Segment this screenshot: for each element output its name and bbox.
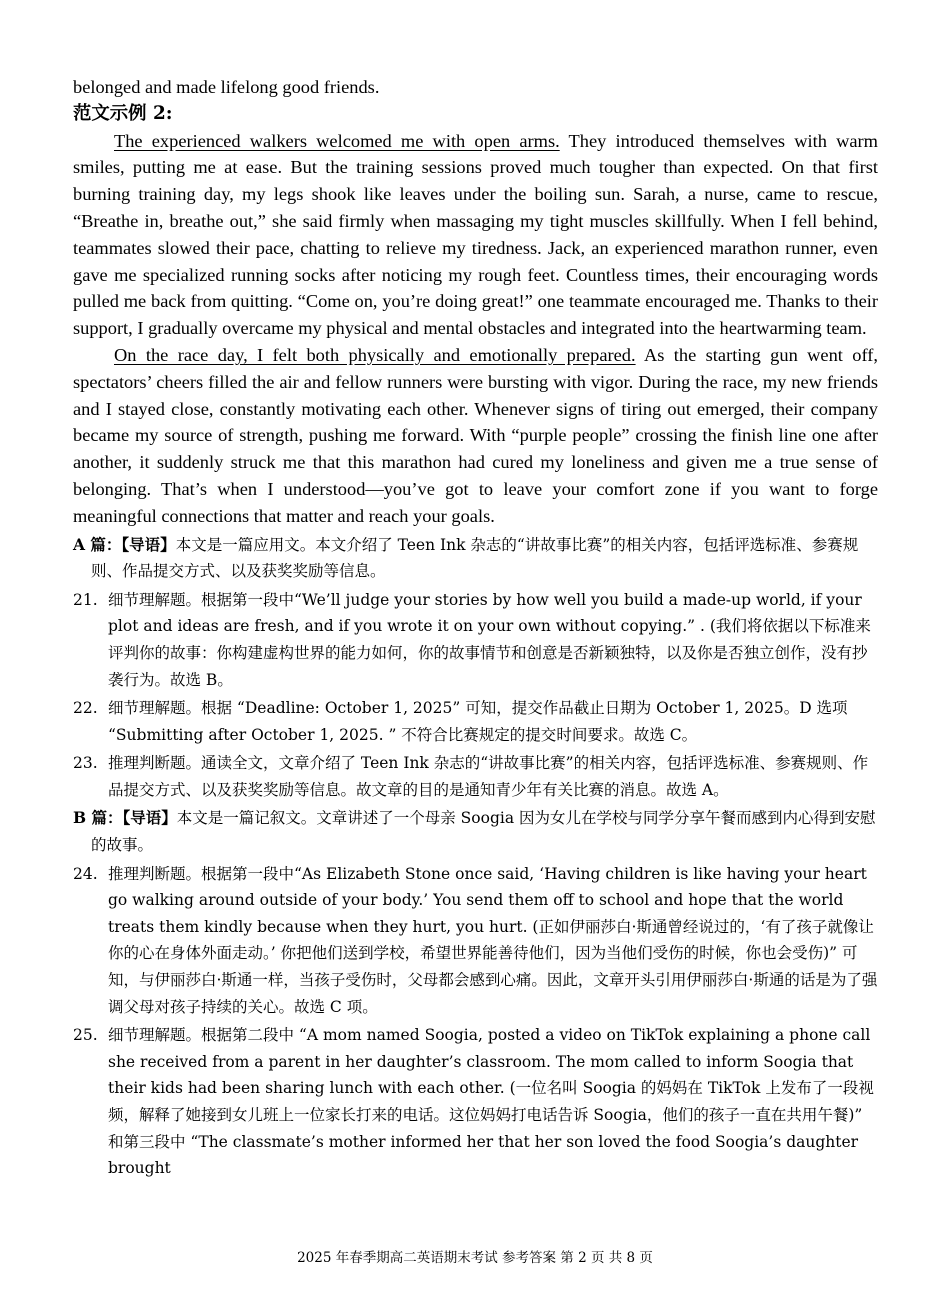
answer-text: 细节理解题。根据 “Deadline: October 1, 2025” 可知，提交作品截止日期为 October 1, 2025。D 选项 “Submitting after October 1, 2025. ” 不符合比赛规定的提交时间要求。故选 C。 xyxy=(108,699,848,744)
answer-text: 细节理解题。根据第二段中 “A mom named Soogia, posted a video on TikTok explaining a phone call she received from a parent in her daughter’s classroom. The mom called to inform Soogia that their kids had been sharing lunch with each other. (一位名叫 Soogia 的妈妈在 TikTok 上发布了一段视频，解释了她接到女儿班上一位家长打来的电话。这位妈妈打电话告诉 Soogia，他们的孩子一直在共用午餐)” 和第三段中 “The classmate’s mother informed her that her son loved the food Soogia’s daughter brought xyxy=(108,1026,874,1178)
essay-p2-opening-sentence: On the race day, I felt both physically and emotionally prepared. xyxy=(114,344,636,365)
section-b xyxy=(73,805,878,1181)
essay-paragraph-1 xyxy=(73,128,878,342)
answer-item xyxy=(73,750,878,803)
section-b-heading: B 篇：【导语】 xyxy=(73,808,177,828)
essay-p1-opening-sentence: The experienced walkers welcomed me with open arms. xyxy=(114,130,560,151)
question-number: 25. xyxy=(73,1026,98,1045)
essay-paragraph-2 xyxy=(73,342,878,530)
model-essay xyxy=(73,74,878,530)
section-a-intro: A 篇：【导语】本文是一篇应用文。本文介绍了 Teen Ink 杂志的“讲故事比赛”的相关内容，包括评选标准、参赛规则、作品提交方式、以及获奖奖励等信息。 xyxy=(73,534,859,581)
answer-text: 推理判断题。根据第一段中“As Elizabeth Stone once said, ‘Having children is like having your heart go walking around outside of your body.’ You send them off to school and hope that the world treats them kindly because when they hurt, you hurt. (正如伊丽莎白·斯通曾经说过的，‘有了孩子就像让你的心在身体外面走动。’ 你把他们送到学校，希望世界能善待他们，因为当他们受伤的时候，你也会受伤)” 可知，与伊丽莎白·斯通一样，当孩子受伤时，父母都会感到心痛。因此，文章开头引用伊丽莎白·斯通的话是为了强调父母对孩子持续的关心。故选 C 项。 xyxy=(108,864,878,1016)
section-a xyxy=(73,532,878,804)
section-a-heading: A 篇：【导语】 xyxy=(73,534,176,554)
page-content xyxy=(73,74,878,1182)
essay-p2-body: As the starting gun went off, spectators’ cheers filled the air and fellow runners were bursting with vigor. During the race, my new friends and I stayed close, constantly motivating each other. Whenever signs of tiring out emerged, their company became my source of strength, pushing me forward. With “purple people” crossing the finish line one after another, it suddenly struck me that this marathon had cured my loneliness and given me a true sense of belonging. That’s when I understood—you’ve got to leave your comfort zone if you want to forge meaningful connections that matter and reach your goals. xyxy=(73,344,878,526)
answer-item xyxy=(73,695,878,748)
answer-text: 推理判断题。通读全文，文章介绍了 Teen Ink 杂志的“讲故事比赛”的相关内容，包括评选标准、参赛规则、作品提交方式、以及获奖奖励等信息。故文章的目的是通知青少年有关比赛的消息。故选 A。 xyxy=(108,754,869,799)
question-number: 21. xyxy=(73,590,98,609)
question-number: 24. xyxy=(73,864,98,883)
question-number: 23. xyxy=(73,754,98,773)
previous-essay-ending: belonged and made lifelong good friends. xyxy=(73,77,380,97)
section-b-intro: B 篇：【导语】本文是一篇记叙文。文章讲述了一个母亲 Soogia 因为女儿在学校与同学分享午餐而感到内心得到安慰的故事。 xyxy=(73,808,876,855)
example-label: 范文示例 2: xyxy=(73,102,173,124)
question-number: 22. xyxy=(73,699,98,718)
answer-item xyxy=(73,861,878,1021)
essay-p1-body: They introduced themselves with warm smiles, putting me at ease. But the training sessions proved much tougher than expected. On that first burning training day, my legs shook like leaves under the boiling sun. Sarah, a nurse, came to rescue, “Breathe in, breathe out,” she said firmly when massaging my tight muscles skillfully. When I fell behind, teammates slowed their pace, chatting to relieve my tiredness. Jack, an experienced marathon runner, even gave me specialized running socks after noticing my rough feet. Countless times, their encouraging words pulled me back from quitting. “Come on, you’re doing great!” one teammate encouraged me. Thanks to their support, I gradually overcame my physical and mental obstacles and integrated into the heartwarming team. xyxy=(73,130,878,339)
answer-text: 细节理解题。根据第一段中“We’ll judge your stories by how well you build a made-up world, if your plot and ideas are fresh, and if you wrote it on your own without copying.” . (我们将依据以下标准来评判你的故事：你构建虚构世界的能力如何，你的故事情节和创意是否新颖独特，以及你是否独立创作，没有抄袭行为。故选 B。 xyxy=(108,590,871,689)
page-footer: 2025 年春季期高二英语期末考试 参考答案 第 2 页 共 8 页 xyxy=(297,1250,653,1266)
answer-item xyxy=(73,1022,878,1182)
answer-item xyxy=(73,587,878,693)
